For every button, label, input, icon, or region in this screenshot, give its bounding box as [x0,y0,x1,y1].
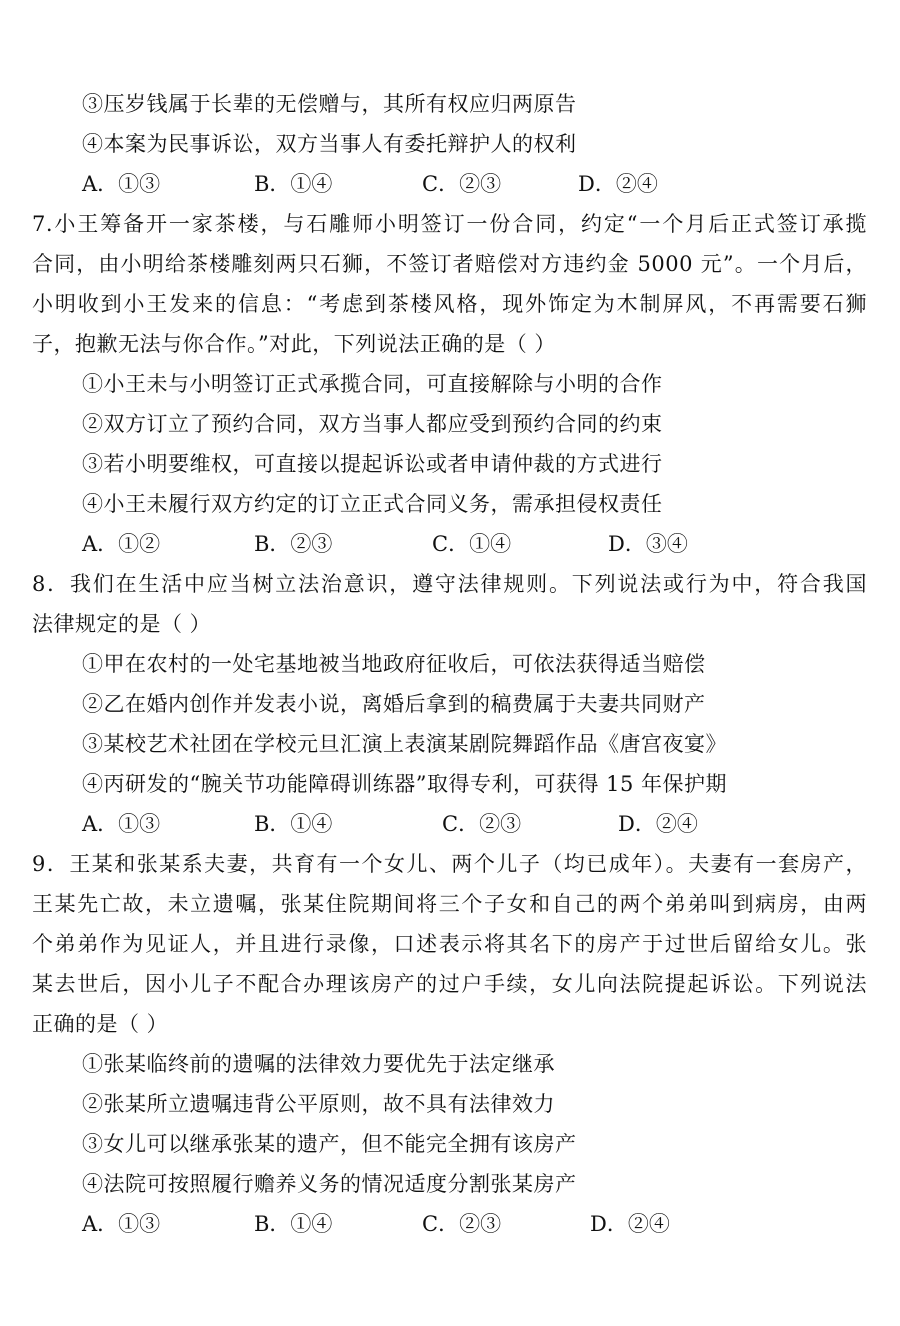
q9-option-4: ④法院可按照履行赡养义务的情况适度分割张某房产 [82,1172,577,1196]
q9-choice-c: C．②③ [422,1212,502,1236]
q8-choice-c: C．②③ [442,812,522,836]
q7-choice-b: B．②③ [254,532,333,556]
q8-option-4: ④丙研发的“腕关节功能障碍训练器”取得专利，可获得 15 年保护期 [82,772,728,796]
q8-choice-d: D．②④ [618,812,698,836]
q6-choice-c: C．②③ [422,172,502,196]
q8-choice-a: A．①③ [82,812,161,836]
q7-stem-line-1: 7.小王筹备开一家茶楼，与石雕师小明签订一份合同，约定“一个月后正式签订承揽 [32,212,867,236]
q7-option-4: ④小王未履行双方约定的订立正式合同义务，需承担侵权责任 [82,492,663,516]
q9-option-1: ①张某临终前的遗嘱的法律效力要优先于法定继承 [82,1052,555,1076]
q9-stem-line-1: 9．王某和张某系夫妻，共育有一个女儿、两个儿子（均已成年）。夫妻有一套房产， [32,852,867,876]
q7-stem-line-4: 子，抱歉无法与你合作。”对此，下列说法正确的是（ ） [32,332,556,356]
q8-stem-line-1: 8．我们在生活中应当树立法治意识，遵守法律规则。下列说法或行为中，符合我国 [32,572,867,596]
q9-stem-line-5: 正确的是（ ） [32,1012,169,1036]
q9-option-2: ②张某所立遗嘱违背公平原则，故不具有法律效力 [82,1092,555,1116]
q6-choice-b: B．①④ [254,172,333,196]
q7-choice-c: C．①④ [432,532,512,556]
q9-stem-line-3: 个弟弟作为见证人，并且进行录像，口述表示将其名下的房产于过世后留给女儿。张 [32,932,867,956]
q9-stem-line-4: 某去世后，因小儿子不配合办理该房产的过户手续，女儿向法院提起诉讼。下列说法 [32,972,867,996]
q7-choice-d: D．③④ [608,532,688,556]
q9-choice-b: B．①④ [254,1212,333,1236]
q6-option-3: ③压岁钱属于长辈的无偿赠与，其所有权应归两原告 [82,92,577,116]
q6-option-4: ④本案为民事诉讼，双方当事人有委托辩护人的权利 [82,132,577,156]
q7-option-3: ③若小明要维权，可直接以提起诉讼或者申请仲裁的方式进行 [82,452,663,476]
q8-option-2: ②乙在婚内创作并发表小说，离婚后拿到的稿费属于夫妻共同财产 [82,692,706,716]
q8-option-1: ①甲在农村的一处宅基地被当地政府征收后，可依法获得适当赔偿 [82,652,706,676]
q7-choice-a: A．①② [82,532,161,556]
q8-stem-line-2: 法律规定的是（ ） [32,612,212,636]
q9-option-3: ③女儿可以继承张某的遗产，但不能完全拥有该房产 [82,1132,577,1156]
q6-choice-d: D．②④ [578,172,658,196]
q7-option-1: ①小王未与小明签订正式承揽合同，可直接解除与小明的合作 [82,372,663,396]
q7-option-2: ②双方订立了预约合同，双方当事人都应受到预约合同的约束 [82,412,663,436]
q7-stem-line-3: 小明收到小王发来的信息：“考虑到茶楼风格，现外饰定为木制屏风，不再需要石狮 [32,292,867,316]
q9-choice-d: D．②④ [590,1212,670,1236]
q9-choice-a: A．①③ [82,1212,161,1236]
q8-option-3: ③某校艺术社团在学校元旦汇演上表演某剧院舞蹈作品《唐宫夜宴》 [82,732,727,756]
q9-stem-line-2: 王某先亡故，未立遗嘱，张某住院期间将三个子女和自己的两个弟弟叫到病房，由两 [32,892,867,916]
q8-choice-b: B．①④ [254,812,333,836]
q6-choice-a: A．①③ [82,172,161,196]
q7-stem-line-2: 合同，由小明给茶楼雕刻两只石狮，不签订者赔偿对方违约金 5000 元”。一个月后， [32,252,867,276]
